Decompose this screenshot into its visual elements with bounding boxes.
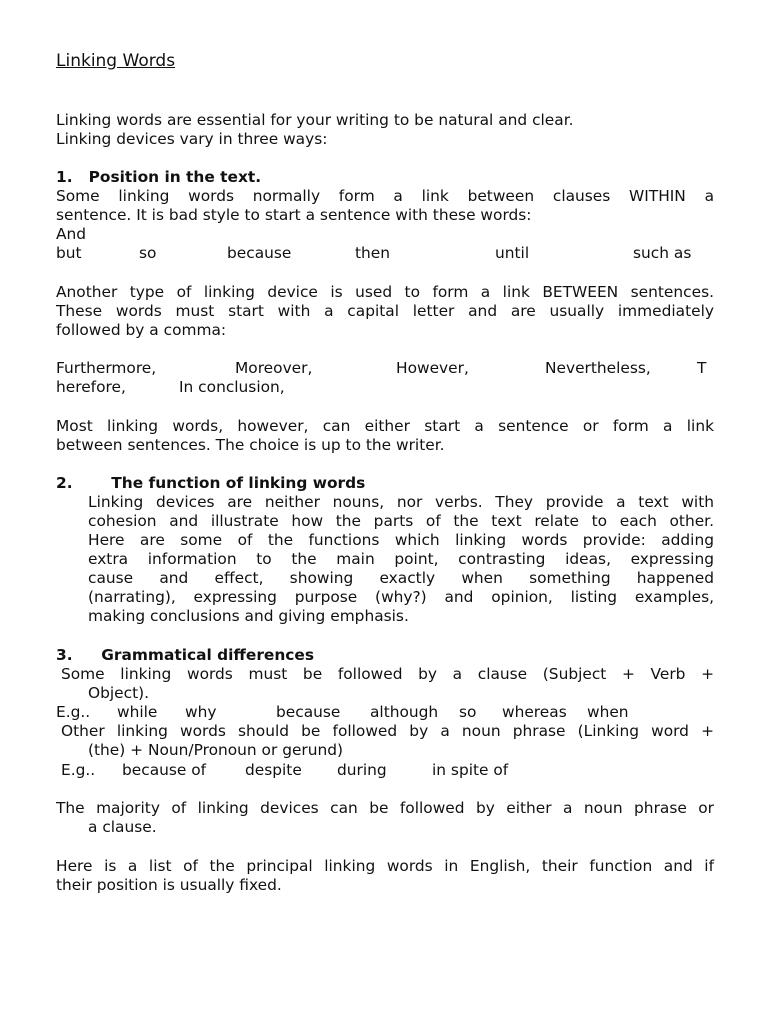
linking-word: However, <box>396 359 469 377</box>
linking-word: in spite of <box>432 761 509 779</box>
paragraph-line: cause and effect, showing exactly when something happened <box>88 569 714 587</box>
example-label: E.g.. <box>56 703 91 721</box>
linking-word: during <box>337 761 387 779</box>
paragraph-line: (narrating), expressing purpose (why?) and opinion, listing examples, <box>88 588 714 606</box>
intro-line: Linking devices vary in three ways: <box>56 130 328 148</box>
linking-word: Nevertheless, <box>545 359 651 377</box>
linking-word: but <box>56 244 82 262</box>
section-3-number: 3. <box>56 646 73 664</box>
paragraph-line: The majority of linking devices can be followed by either a noun phrase or <box>56 799 714 817</box>
linking-word: despite <box>245 761 302 779</box>
linking-word: T <box>697 359 707 377</box>
paragraph-line: a clause. <box>88 818 157 836</box>
paragraph-line: Another type of linking device is used to form a link BETWEEN sentences. <box>56 283 714 301</box>
paragraph-line: cohesion and illustrate how the parts of the text relate to each other. <box>88 512 714 530</box>
paragraph-line: Here are some of the functions which linking words provide: adding <box>88 531 714 549</box>
paragraph-line: Object). <box>88 684 150 702</box>
section-2-title: The function of linking words <box>111 474 366 492</box>
linking-word: Furthermore, <box>56 359 157 377</box>
linking-word: then <box>355 244 391 262</box>
linking-word: because <box>227 244 292 262</box>
paragraph-line: (the) + Noun/Pronoun or gerund) <box>88 741 344 759</box>
section-3-title: Grammatical differences <box>101 646 315 664</box>
linking-word: so <box>459 703 477 721</box>
paragraph-line: Other linking words should be followed by a noun phrase (Linking word + <box>61 722 714 740</box>
linking-word: until <box>495 244 530 262</box>
linking-word: Moreover, <box>235 359 313 377</box>
section-2-heading <box>56 474 714 493</box>
section-3-heading <box>56 646 714 665</box>
linking-word: while <box>117 703 158 721</box>
paragraph-line: Some linking words normally form a link between clauses WITHIN a <box>56 187 714 205</box>
paragraph-line: sentence. It is bad style to start a sentence with these words: <box>56 206 532 224</box>
linking-word: such as <box>633 244 692 262</box>
linking-word: so <box>139 244 157 262</box>
paragraph-line: their position is usually fixed. <box>56 876 282 894</box>
intro-line: Linking words are essential for your writing to be natural and clear. <box>56 111 574 129</box>
paragraph-line: followed by a comma: <box>56 321 227 339</box>
linking-word: because <box>276 703 341 721</box>
linking-word: whereas <box>502 703 567 721</box>
linking-word: when <box>587 703 629 721</box>
paragraph-line: Linking devices are neither nouns, nor verbs. They provide a text with <box>88 493 714 511</box>
linking-word: herefore, <box>56 378 126 396</box>
paragraph-line: extra information to the main point, contrasting ideas, expressing <box>88 550 714 568</box>
linking-word: why <box>185 703 217 721</box>
section-1-number: 1. <box>56 168 73 186</box>
example-label: E.g.. <box>61 761 96 779</box>
paragraph-line: Here is a list of the principal linking words in English, their function and if <box>56 857 714 875</box>
paragraph-line: between sentences. The choice is up to the writer. <box>56 436 445 454</box>
paragraph-line: Most linking words, however, can either start a sentence or form a link <box>56 417 714 435</box>
linking-word: although <box>370 703 439 721</box>
linking-word: And <box>56 225 87 243</box>
linking-word: because of <box>122 761 207 779</box>
document-title: Linking Words <box>56 51 176 71</box>
section-1-title: Position in the text. <box>88 168 262 186</box>
section-2-number: 2. <box>56 474 73 492</box>
paragraph-line: These words must start with a capital letter and are usually immediately <box>56 302 714 320</box>
paragraph-line: Some linking words must be followed by a clause (Subject + Verb + <box>61 665 714 683</box>
paragraph-line: making conclusions and giving emphasis. <box>88 607 409 625</box>
section-1-heading <box>56 168 714 187</box>
linking-word: In conclusion, <box>179 378 285 396</box>
